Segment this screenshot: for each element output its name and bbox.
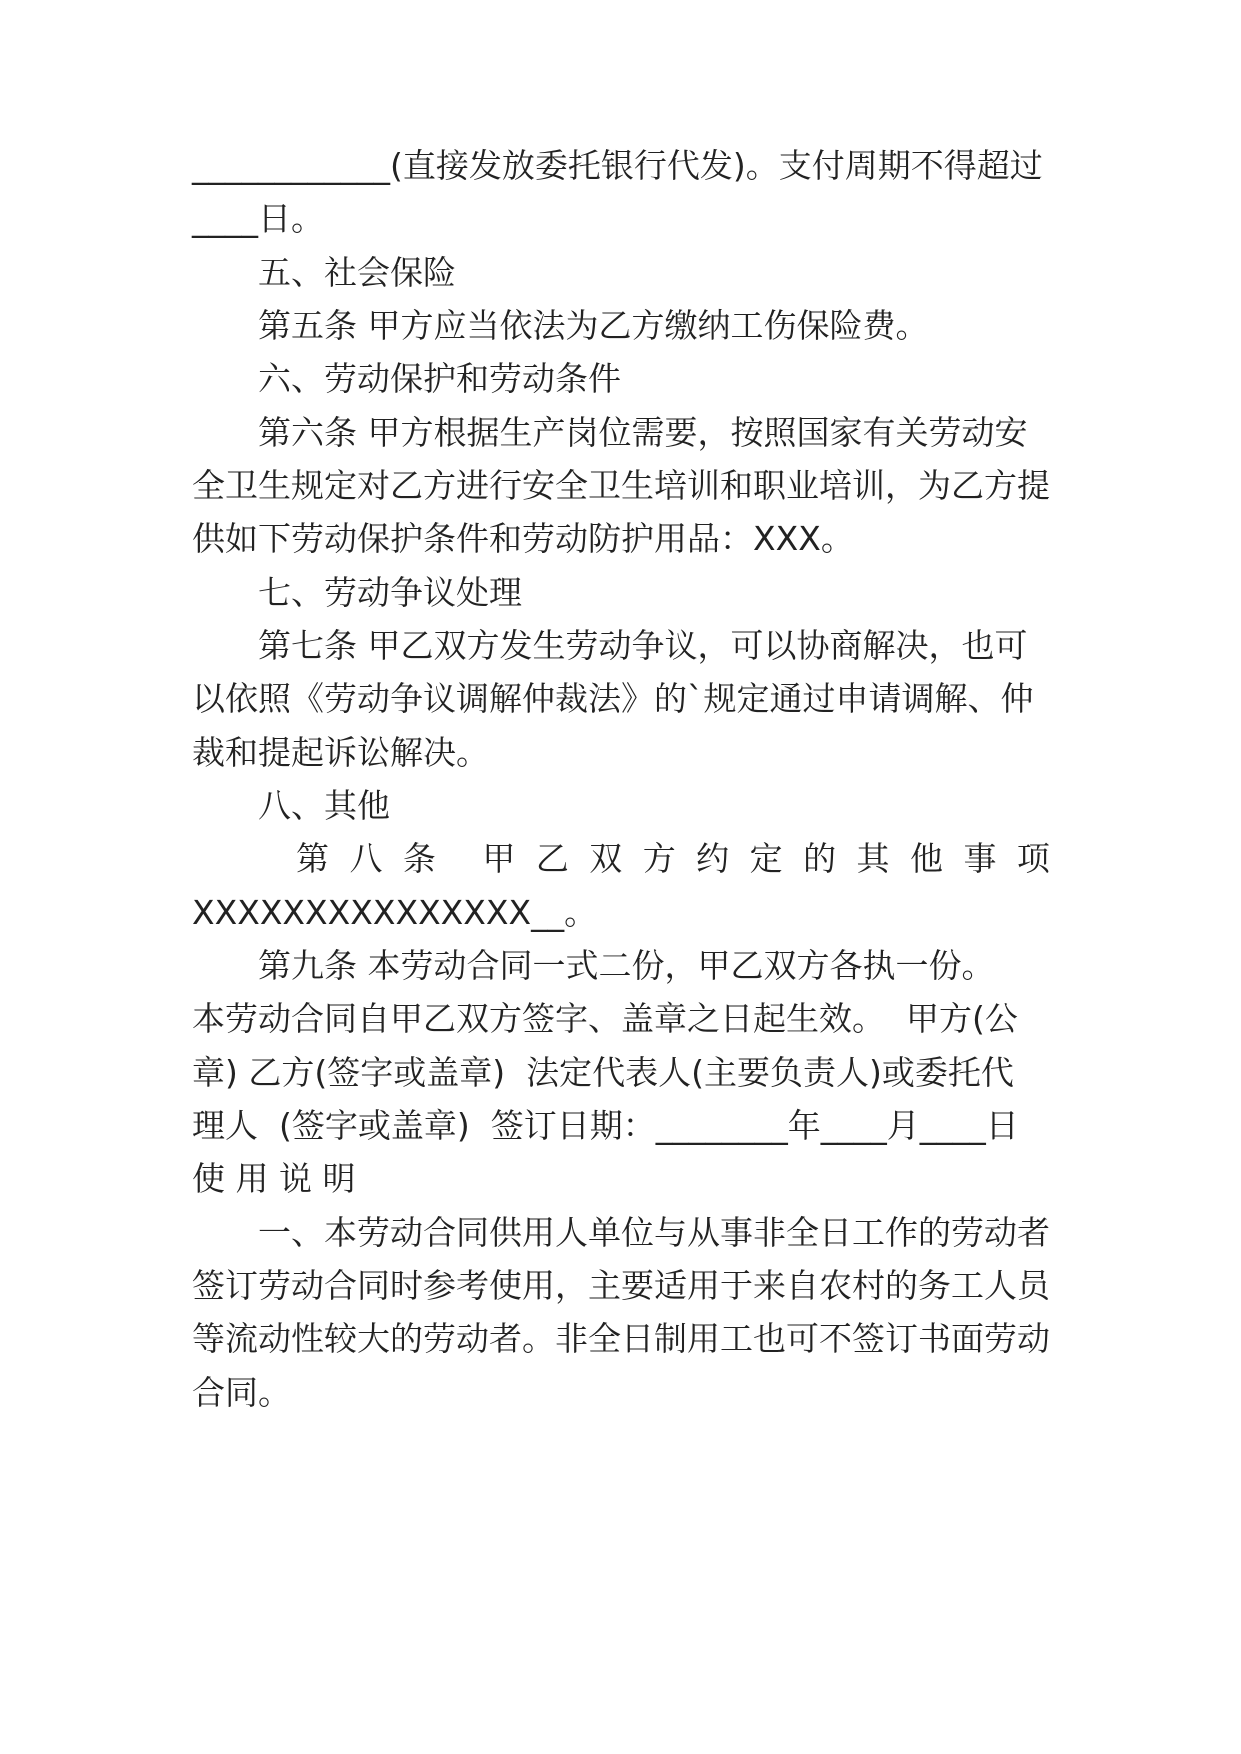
paragraph-line: 一、本劳动合同供用人单位与从事非全日工作的劳动者 xyxy=(258,1213,1050,1252)
section-heading: 六、劳动保护和劳动条件 xyxy=(258,359,621,398)
article-8-word: 事 xyxy=(963,839,997,878)
paragraph-line: 章) 乙方(签字或盖章) 法定代表人(主要负责人)或委托代 xyxy=(192,1053,1014,1092)
article-8-word: 其 xyxy=(856,839,890,878)
article-8-word: 定 xyxy=(749,839,783,878)
paragraph-line: 以依照《劳动争议调解仲裁法》的`规定通过申请调解、仲 xyxy=(192,679,1034,718)
signature-date-line: 理人 (签字或盖章) 签订日期：________年____月____日 xyxy=(192,1106,1019,1145)
article-8-word: 条 xyxy=(402,839,436,878)
paragraph-line: 合同。 xyxy=(192,1373,291,1412)
article-8-word: 他 xyxy=(909,839,943,878)
article-8-word: 双 xyxy=(589,839,623,878)
paragraph-line: 第七条 甲乙双方发生劳动争议，可以协商解决，也可 xyxy=(258,626,1028,665)
article-8-word: 的 xyxy=(803,839,837,878)
article-8-word: 第 xyxy=(296,839,329,878)
paragraph-line: 供如下劳动保护条件和劳动防护用品：XXX。 xyxy=(192,519,854,558)
paragraph-line: 签订劳动合同时参考使用，主要适用于来自农村的务工人员 xyxy=(192,1266,1050,1305)
article-8-word: 约 xyxy=(696,839,730,878)
section-heading: 使 用 说 明 xyxy=(192,1159,356,1198)
paragraph-line: 第五条 甲方应当依法为乙方缴纳工伤保险费。 xyxy=(258,306,929,345)
section-heading: 七、劳动争议处理 xyxy=(258,573,522,612)
paragraph-line: 第九条 本劳动合同一式二份，甲乙双方各执一份。 xyxy=(258,946,995,985)
paragraph-line: XXXXXXXXXXXXXXX__。 xyxy=(192,893,598,932)
paragraph-line: 裁和提起诉讼解决。 xyxy=(192,733,489,772)
paragraph-line: 本劳动合同自甲乙双方签字、盖章之日起生效。 甲方(公 xyxy=(192,999,1018,1038)
paragraph-line: 全卫生规定对乙方进行安全卫生培训和职业培训，为乙方提 xyxy=(192,466,1050,505)
paragraph-line: 等流动性较大的劳动者。非全日制用工也可不签订书面劳动 xyxy=(192,1319,1050,1358)
article-8-line xyxy=(296,837,1050,881)
article-8-word: 方 xyxy=(642,839,676,878)
paragraph-line: ____________(直接发放委托银行代发)。支付周期不得超过 xyxy=(192,146,1043,185)
section-heading: 五、社会保险 xyxy=(258,253,456,292)
article-8-word: 八 xyxy=(349,839,383,878)
section-heading: 八、其他 xyxy=(258,786,390,825)
paragraph-line: ____日。 xyxy=(192,199,324,238)
article-8-word: 甲 xyxy=(482,839,516,878)
article-8-word: 项 xyxy=(1016,839,1050,878)
article-8-word: 乙 xyxy=(535,839,569,878)
paragraph-line: 第六条 甲方根据生产岗位需要，按照国家有关劳动安 xyxy=(258,413,1028,452)
